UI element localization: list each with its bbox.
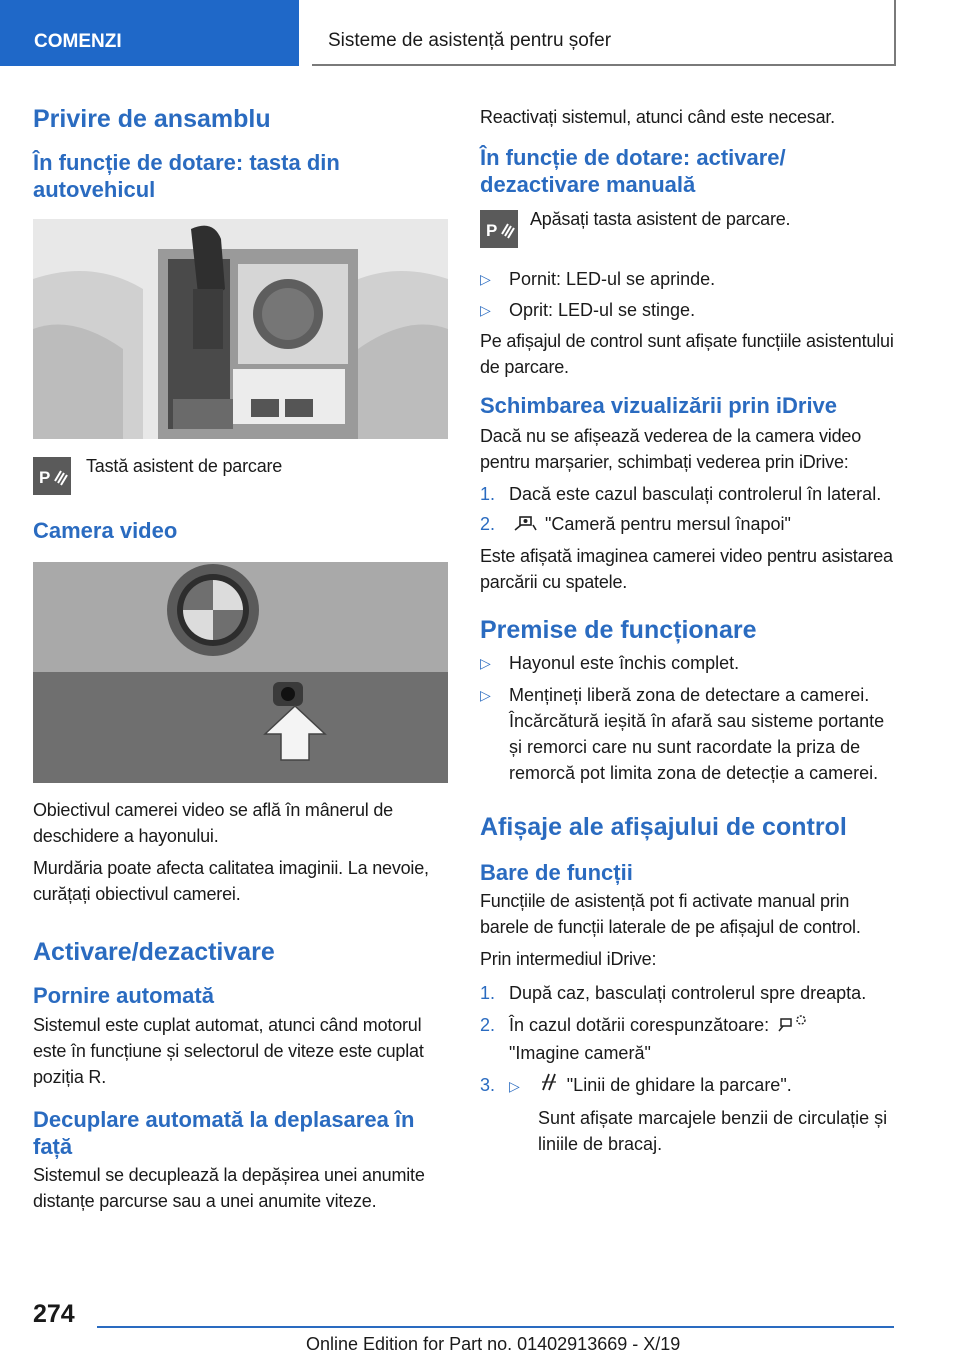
bullet-detection: ▷ Mențineți liberă zona de detectare a camerei. Încărcătură ieșită în afară sau sisteme portante și remorci care nu sunt racordate la priza de remorcă pot limita zona de detecție a camerei. xyxy=(480,682,896,786)
bullet-triangle-icon: ▷ xyxy=(480,686,491,703)
heading-manual: În funcție de dotare: activare/ dezactivare manuală xyxy=(480,145,786,197)
view-step-1: 1. Dacă este cazul basculați controlerul în lateral. xyxy=(480,484,882,504)
bullet-triangle-icon: ▷ xyxy=(509,1077,520,1094)
header-chapter: Sisteme de asistență pentru șofer xyxy=(312,0,896,66)
rear-camera-icon xyxy=(513,512,537,539)
bullet-tailgate: ▷ Hayonul este închis complet. xyxy=(480,650,896,676)
heading-auto-on: Pornire automată xyxy=(33,983,214,1008)
step-3: 3. ▷ "Linii de ghidare la parcare". Sunt afișate marcajele benzii de circulație și liniile de bracaj. xyxy=(480,1072,896,1158)
heading-auto-off: Decuplare automată la deplasarea în față xyxy=(33,1107,415,1159)
view-paragraph: Dacă nu se afișează vederea de la camera video pentru marșarier, schimbați vederea prin iDrive: xyxy=(480,426,862,472)
console-illustration xyxy=(33,219,448,439)
key-caption: Tastă asistent de parcare xyxy=(86,456,283,476)
bullet-off: ▷ Oprit: LED-ul se stinge. xyxy=(480,297,896,323)
heading-overview: Privire de ansamblu xyxy=(33,105,271,133)
right-column xyxy=(480,100,896,1157)
step-1: 1. După caz, basculați controlerul spre dreapta. xyxy=(480,982,867,1003)
manual-row xyxy=(480,210,896,252)
heading-activation: Activare/dezactivare xyxy=(33,938,275,966)
idrive-paragraph: Prin intermediul iDrive: xyxy=(480,948,657,969)
camera-paragraph-1: Obiectivul camerei video se află în mânerul de deschidere a hayonului. xyxy=(33,800,393,846)
bullet-on: ▷ Pornit: LED-ul se aprinde. xyxy=(480,266,896,292)
auto-off-paragraph: Sistemul se decuplează la depășirea unei anumite distanțe parcurse sau a unei anumite viteze. xyxy=(33,1165,425,1211)
svg-text:P: P xyxy=(486,221,498,240)
auto-on-paragraph: Sistemul este cuplat automat, atunci când motorul este în funcțiune și selectorul de viteze este cuplat poziția R. xyxy=(33,1015,424,1087)
park-assist-key-icon xyxy=(480,210,518,248)
console-photo xyxy=(33,219,448,439)
footer-edition: Online Edition for Part no. 01402913669 - X/19 xyxy=(306,1334,681,1354)
bars-paragraph: Funcțiile de asistență pot fi activate manual prin barele de funcții laterale de pe afișajul de control. xyxy=(480,890,861,937)
manual-paragraph: Apăsați tasta asistent de parcare. xyxy=(530,209,791,229)
camera-paragraph-2: Murdăria poate afecta calitatea imaginii. La nevoie, curățați obiectivul camerei. xyxy=(33,858,429,904)
page-number: 274 xyxy=(33,1300,75,1328)
step-2: 2. În cazul dotării corespunzătoare: "Imagine cameră" xyxy=(480,1012,896,1066)
footer-divider xyxy=(97,1326,894,1328)
heading-camera: Camera video xyxy=(33,518,178,543)
heading-key: În funcție de dotare: tasta din autovehicul xyxy=(33,150,340,202)
bullet-triangle-icon: ▷ xyxy=(480,271,491,287)
bullet-triangle-icon: ▷ xyxy=(480,302,491,318)
reactivate-paragraph: Reactivați sistemul, atunci când este necesar. xyxy=(480,107,835,127)
display-paragraph: Pe afișajul de control sunt afișate funcțiile asistentului de parcare. xyxy=(480,331,894,377)
parking-lines-icon xyxy=(539,1072,559,1099)
step-3-detail: Sunt afișate marcajele benzii de circulație și liniile de bracaj. xyxy=(538,1108,888,1155)
park-assist-key-icon xyxy=(33,457,71,495)
svg-text:P: P xyxy=(39,468,51,487)
heading-premise: Premise de funcționare xyxy=(480,615,757,644)
camera-photo xyxy=(33,562,448,783)
view-step-2: 2. "Cameră pentru mersul înapoi" xyxy=(480,511,896,539)
bullet-triangle-icon: ▷ xyxy=(480,654,491,671)
view-after-paragraph: Este afișată imaginea camerei video pentru asistarea parcării cu spatele. xyxy=(480,545,893,592)
heading-bars: Bare de funcții xyxy=(480,859,633,885)
heading-displays: Afișaje ale afișajului de control xyxy=(480,812,847,841)
heading-view: Schimbarea vizualizării prin iDrive xyxy=(480,393,838,418)
camera-settings-icon xyxy=(778,1013,808,1040)
camera-illustration xyxy=(33,562,448,783)
left-column xyxy=(33,100,448,1214)
key-caption-row xyxy=(33,457,448,499)
header-section: COMENZI xyxy=(0,0,299,66)
